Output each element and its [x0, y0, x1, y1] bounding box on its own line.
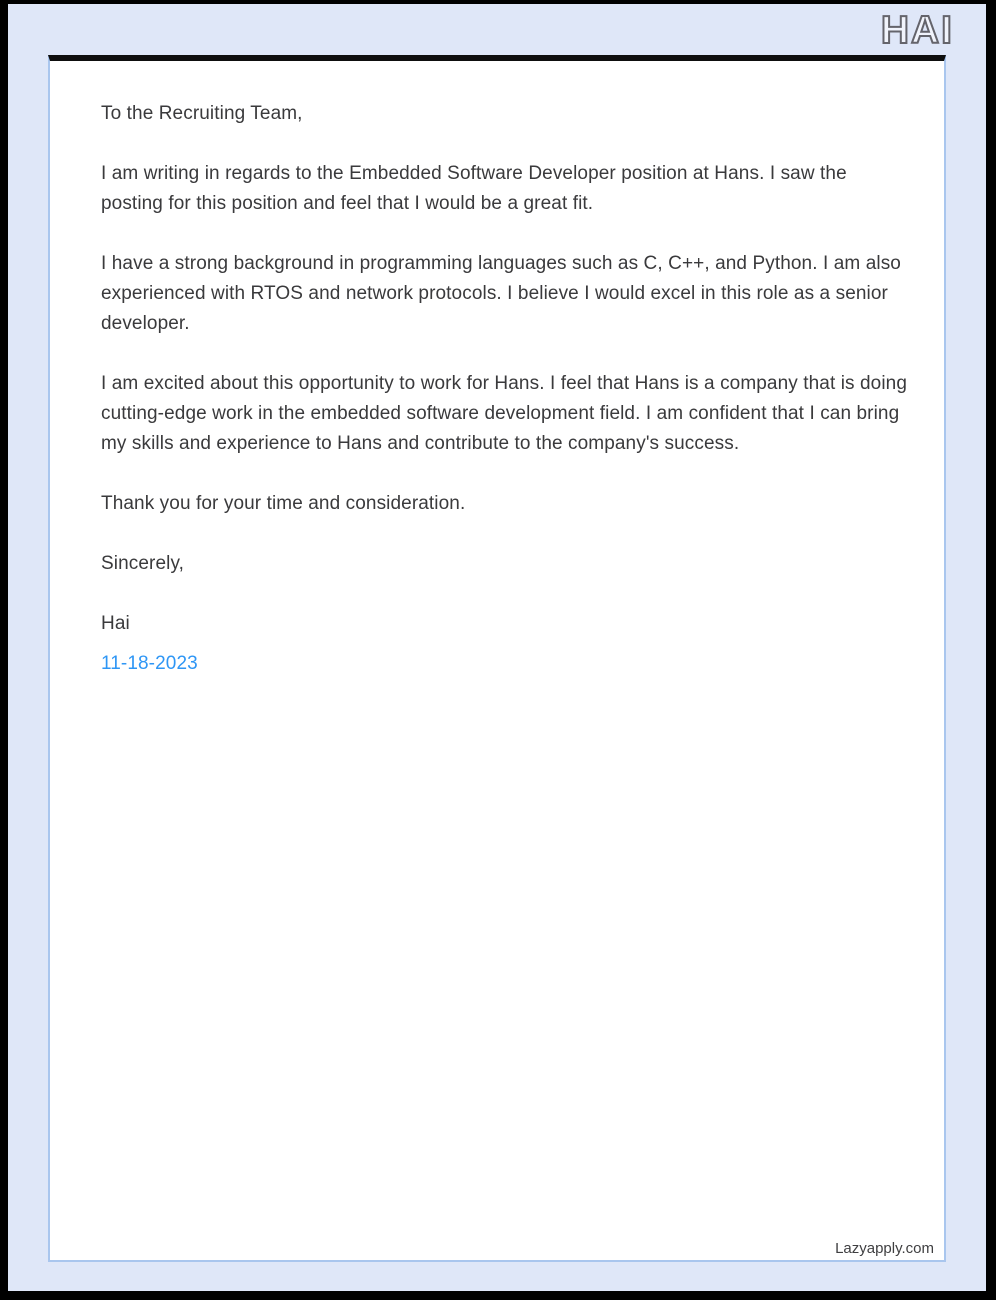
- lazyapply-watermark: Lazyapply.com: [835, 1240, 934, 1257]
- letter-body: [50, 61, 951, 679]
- letter-paragraph-skills: I have a strong background in programming languages such as C, C++, and Python. I am also experienced with RTOS and network protocols. I believe I would excel in this role as a senior developer.: [101, 253, 901, 334]
- letter-paragraph-intro: I am writing in regards to the Embedded Software Developer position at Hans. I saw the posting for this position and feel that I would be a great fit.: [101, 163, 847, 214]
- letter-greeting: To the Recruiting Team,: [101, 103, 303, 124]
- letter-paragraph-motivation: I am excited about this opportunity to work for Hans. I feel that Hans is a company that is doing cutting-edge work in the embedded software development field. I am confident that I can bring my skills and experience to Hans and contribute to the company's success.: [101, 373, 908, 454]
- letter-closing: Sincerely,: [101, 553, 185, 574]
- letter-date[interactable]: 11-18-2023: [101, 653, 198, 674]
- hai-logo: HAI: [880, 9, 954, 52]
- signature-name: Hai: [101, 613, 130, 634]
- letter-document: [48, 55, 946, 1262]
- letter-thanks: Thank you for your time and consideration.: [101, 493, 466, 514]
- page-background: [8, 4, 986, 1291]
